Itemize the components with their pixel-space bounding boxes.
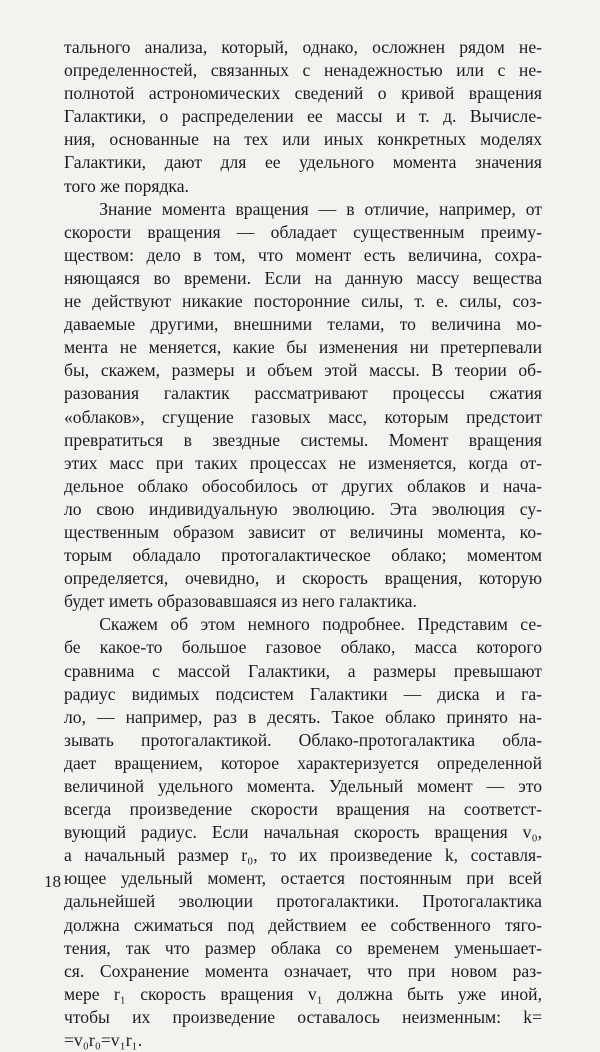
text-line: зывать протогалактикой. Облако-протогалактика обла-	[64, 729, 542, 750]
text-line: няющаяся во времени. Если на данную массу вещества	[64, 267, 542, 288]
text-line: Знание момента вращения — в отличие, например, от	[99, 198, 542, 219]
text-line: мента не меняется, какие бы изменения ни претерпевали	[64, 337, 542, 358]
text-line: скорости вращения — обладает существенным преиму-	[64, 221, 542, 242]
text-line: чтобы их произведение оставалось неизменным: k=	[64, 1006, 542, 1027]
text-line: тения, так что размер облака со временем уменьшает-	[64, 937, 542, 958]
text-line: будет иметь образовавшаяся из него галактика.	[64, 591, 417, 612]
text-line: даваемые другими, внешними телами, то величина мо-	[64, 314, 542, 335]
body-text	[64, 36, 542, 1052]
text-line: дает вращением, которое характеризуется определенной	[64, 752, 542, 773]
paragraph	[64, 198, 542, 614]
paragraph	[64, 613, 542, 1052]
text-line: всегда произведение скорости вращения на соответст-	[64, 799, 542, 820]
text-line: ющее удельный момент, остается постоянным при всей	[64, 868, 542, 889]
text-line: превратиться в звездные системы. Момент вращения	[64, 429, 542, 450]
text-line: торым обладало протогалактическое облако; моментом	[64, 545, 542, 566]
text-line: должна сжиматься под действием ее собственного тяго-	[64, 914, 542, 935]
text-line: определяется, очевидно, и скорость вращения, которую	[64, 568, 542, 589]
text-line: ло свою индивидуальную эволюцию. Эта эволюция су-	[64, 498, 542, 519]
text-line: а начальный размер r₀, то их произведение k, составля-	[64, 845, 542, 866]
text-line: =v₀r₀=v₁r₁.	[64, 1030, 143, 1051]
page-number: 18	[44, 872, 61, 891]
text-line: радиус видимых подсистем Галактики — диска и га-	[64, 683, 542, 704]
text-line: ся. Сохранение момента означает, что при новом раз-	[64, 960, 542, 981]
text-line: Галактики, о распределении ее массы и т. д. Вычисле-	[64, 106, 542, 127]
text-line: бы, скажем, размеры и объем этой массы. В теории об-	[64, 360, 542, 381]
text-line: «облаков», сгущение газовых масс, которым предстоит	[64, 406, 542, 427]
text-line: ществом: дело в том, что момент есть величина, сохра-	[64, 244, 542, 265]
text-line: полнотой астрономических сведений о кривой вращения	[64, 83, 542, 104]
paragraph	[64, 36, 542, 198]
text-line: мере r₁ скорость вращения v₁ должна быть уже иной,	[64, 983, 542, 1004]
text-line: того же порядка.	[64, 175, 189, 196]
text-line: Галактики, дают для ее удельного момента значения	[64, 152, 542, 173]
text-line: бе какое-то большое газовое облако, масса которого	[64, 637, 542, 658]
text-line: ло, — например, раз в десять. Такое облако принято на-	[64, 706, 542, 727]
text-line: ния, основанные на тех или иных конкретных моделях	[64, 129, 542, 150]
text-line: Скажем об этом немного подробнее. Представим се-	[99, 614, 542, 635]
text-line: вующий радиус. Если начальная скорость вращения v₀,	[64, 822, 542, 843]
text-line: не действуют никакие посторонние силы, т. е. силы, соз-	[64, 291, 542, 312]
text-line: дельное облако обособилось от других облаков и нача-	[64, 475, 542, 496]
text-line: щественным образом зависит от величины момента, ко-	[64, 521, 542, 542]
text-line: дальнейшей эволюции протогалактики. Протогалактика	[64, 891, 542, 912]
text-line: тального анализа, который, однако, осложнен рядом не-	[64, 37, 542, 57]
text-line: величиной удельного момента. Удельный момент — это	[64, 776, 542, 796]
text-line: разования галактик рассматривают процессы сжатия	[64, 383, 542, 404]
text-line: сравнима с массой Галактики, а размеры превышают	[64, 660, 542, 681]
text-line: этих масс при таких процессах не изменяется, когда от-	[64, 452, 542, 473]
text-line: определенностей, связанных с ненадежностью или с не-	[64, 60, 542, 81]
